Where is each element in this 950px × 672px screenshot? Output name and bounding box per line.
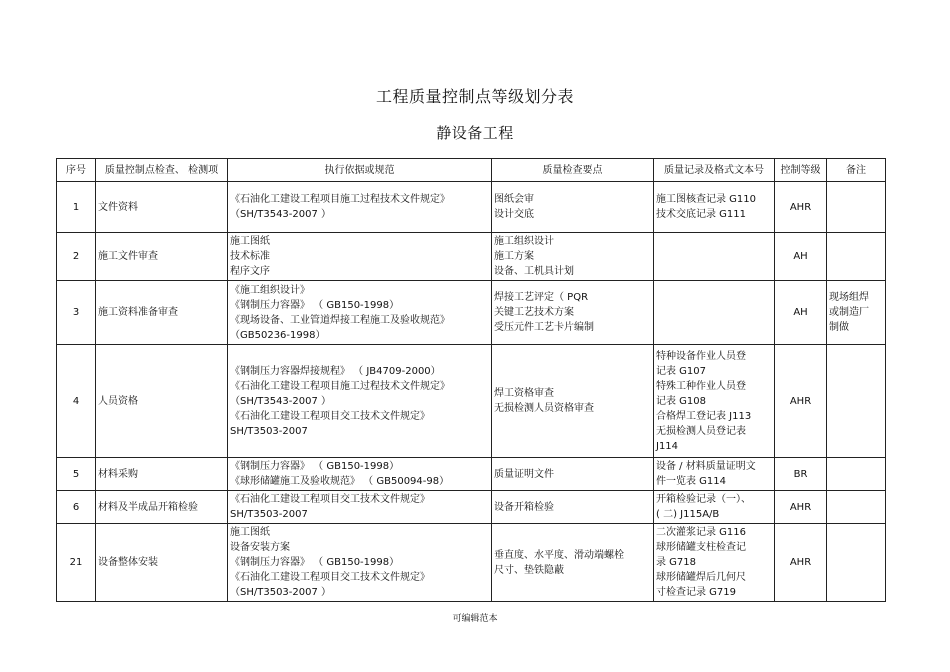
header-seq: 序号 — [57, 159, 96, 182]
points-line: 垂直度、水平度、滑动端螺栓 — [494, 549, 624, 561]
basis-line: 程序文序 — [230, 266, 270, 277]
records-line: 特种设备作业人员登 — [656, 350, 746, 362]
points-line: 图纸会审 — [494, 194, 534, 205]
points-line: 尺寸、垫铁隐蔽 — [494, 564, 564, 576]
basis-line: SH/T3503-2007 — [230, 425, 308, 437]
cell-level: AHR — [775, 182, 827, 233]
basis-line: （GB50236-1998） — [230, 329, 326, 341]
cell-points — [492, 233, 654, 281]
records-line: 设备 / 材料质量证明文 — [656, 461, 756, 472]
table-row — [57, 182, 886, 233]
table-row — [57, 345, 886, 458]
header-basis: 执行依据或规范 — [228, 159, 492, 182]
cell-seq: 6 — [57, 491, 96, 524]
basis-line: （SH/T3503-2007 ） — [230, 587, 332, 598]
cell-note — [827, 458, 886, 491]
basis-line: 施工图纸 — [230, 236, 270, 247]
cell-points — [492, 182, 654, 233]
page-subtitle: 静设备工程 — [436, 124, 514, 142]
points-line: 质量证明文件 — [494, 468, 554, 480]
control-point-table — [56, 158, 886, 602]
basis-line: 技术标准 — [230, 251, 270, 262]
header-records: 质量记录及格式文本号 — [654, 159, 775, 182]
table-row — [57, 281, 886, 345]
cell-basis — [228, 182, 492, 233]
basis-line: 《钢制压力容器》 （ GB150-1998） — [230, 299, 400, 311]
basis-line: （SH/T3543-2007 ） — [230, 209, 332, 220]
basis-line: 《现场设备、工业管道焊接工程施工及验收规范》 — [230, 314, 450, 326]
cell-item: 人员资格 — [96, 345, 228, 458]
cell-records — [654, 491, 775, 524]
note-line: 现场组焊 — [829, 292, 869, 303]
points-line: 焊工资格审查 — [494, 388, 554, 399]
header-note: 备注 — [827, 159, 886, 182]
basis-line: 《石油化工建设工程项目施工过程技术文件规定》 — [230, 194, 450, 205]
table-row — [57, 491, 886, 524]
records-line: 无损检测人员登记表 — [656, 425, 746, 437]
cell-level: AHR — [775, 524, 827, 602]
points-line: 施工方案 — [494, 251, 534, 262]
cell-note — [827, 182, 886, 233]
cell-records — [654, 233, 775, 281]
cell-records — [654, 458, 775, 491]
cell-points — [492, 491, 654, 524]
points-line: 关键工艺技术方案 — [494, 307, 574, 318]
records-line: 二次灌浆记录 G116 — [656, 527, 747, 538]
cell-item: 文件资料 — [96, 182, 228, 233]
records-line: 记表 G108 — [656, 395, 707, 407]
records-line: 球形储罐焊后几何尺 — [656, 572, 746, 583]
table-row — [57, 233, 886, 281]
records-line: 球形储罐支柱检查记 — [656, 542, 746, 553]
cell-note — [827, 345, 886, 458]
cell-note — [827, 233, 886, 281]
cell-basis — [228, 281, 492, 345]
basis-line: 《石油化工建设工程项目施工过程技术文件规定》 — [230, 380, 450, 392]
points-line: 设备开箱检验 — [494, 501, 554, 513]
cell-basis — [228, 233, 492, 281]
records-line: 开箱检验记录（一）、 — [656, 494, 751, 505]
cell-item: 材料采购 — [96, 458, 228, 491]
note-line: 制做 — [829, 322, 849, 333]
cell-points — [492, 458, 654, 491]
basis-line: 《钢制压力容器》 （ GB150-1998） — [230, 461, 400, 472]
points-line: 施工组织设计 — [494, 236, 554, 247]
cell-points — [492, 281, 654, 345]
basis-line: 《钢制压力容器焊接规程》 （ JB4709-2000） — [230, 365, 441, 377]
cell-level: AHR — [775, 491, 827, 524]
cell-records — [654, 524, 775, 602]
records-line: 施工图核查记录 G110 — [656, 194, 757, 205]
basis-line: 《球形储罐施工及验收规范》 （ GB50094-98） — [230, 476, 450, 487]
cell-level: AHR — [775, 345, 827, 458]
footer-text: 可编辑范本 — [452, 614, 498, 624]
table-row — [57, 458, 886, 491]
cell-points — [492, 524, 654, 602]
cell-basis — [228, 491, 492, 524]
basis-line: 《石油化工建设工程项目交工技术文件规定》 — [230, 494, 430, 505]
records-line: 合格焊工登记表 J113 — [656, 410, 752, 422]
basis-line: 《施工组织设计》 — [230, 284, 310, 296]
points-line: 受压元件工艺卡片编制 — [494, 322, 594, 333]
basis-line: 《钢制压力容器》 （ GB150-1998） — [230, 557, 400, 568]
cell-seq: 4 — [57, 345, 96, 458]
basis-line: 设备安装方案 — [230, 542, 290, 553]
cell-seq: 5 — [57, 458, 96, 491]
cell-item: 施工文件审查 — [96, 233, 228, 281]
header-item: 质量控制点检查、 检测项 — [96, 159, 228, 182]
note-line: 或制造厂 — [829, 307, 869, 318]
records-line: 记表 G107 — [656, 365, 707, 377]
cell-item: 设备整体安装 — [96, 524, 228, 602]
cell-points — [492, 345, 654, 458]
cell-records — [654, 281, 775, 345]
cell-seq: 2 — [57, 233, 96, 281]
points-line: 设备、工机具计划 — [494, 266, 574, 277]
cell-item: 材料及半成品开箱检验 — [96, 491, 228, 524]
records-line: ( 二) J115A/B — [656, 509, 720, 520]
cell-level: AH — [775, 233, 827, 281]
records-line: 寸检查记录 G719 — [656, 587, 737, 598]
cell-basis — [228, 345, 492, 458]
table-header-row — [57, 159, 886, 182]
records-line: 特殊工种作业人员登 — [656, 380, 746, 392]
cell-records — [654, 182, 775, 233]
records-line: 技术交底记录 G111 — [656, 209, 747, 220]
cell-basis — [228, 458, 492, 491]
points-line: 焊接工艺评定（ PQR — [494, 292, 589, 303]
cell-note — [827, 524, 886, 602]
cell-seq: 1 — [57, 182, 96, 233]
records-line: J114 — [656, 440, 679, 452]
records-line: 件一览表 G114 — [656, 476, 727, 487]
cell-seq: 3 — [57, 281, 96, 345]
cell-note — [827, 491, 886, 524]
cell-item: 施工资料准备审查 — [96, 281, 228, 345]
table-row — [57, 524, 886, 602]
cell-note — [827, 281, 886, 345]
header-level: 控制等级 — [775, 159, 827, 182]
cell-seq: 21 — [57, 524, 96, 602]
basis-line: 施工图纸 — [230, 527, 270, 538]
page-title: 工程质量控制点等级划分表 — [375, 87, 574, 106]
cell-records — [654, 345, 775, 458]
basis-line: 《石油化工建设工程项目交工技术文件规定》 — [230, 410, 430, 422]
basis-line: （SH/T3543-2007 ） — [230, 395, 332, 407]
basis-line: 《石油化工建设工程项目交工技术文件规定》 — [230, 572, 430, 583]
points-line: 无损检测人员资格审查 — [494, 403, 594, 414]
basis-line: SH/T3503-2007 — [230, 509, 308, 520]
cell-level: BR — [775, 458, 827, 491]
cell-basis — [228, 524, 492, 602]
points-line: 设计交底 — [494, 209, 534, 220]
header-points: 质量检查要点 — [492, 159, 654, 182]
cell-level: AH — [775, 281, 827, 345]
records-line: 录 G718 — [656, 557, 697, 568]
